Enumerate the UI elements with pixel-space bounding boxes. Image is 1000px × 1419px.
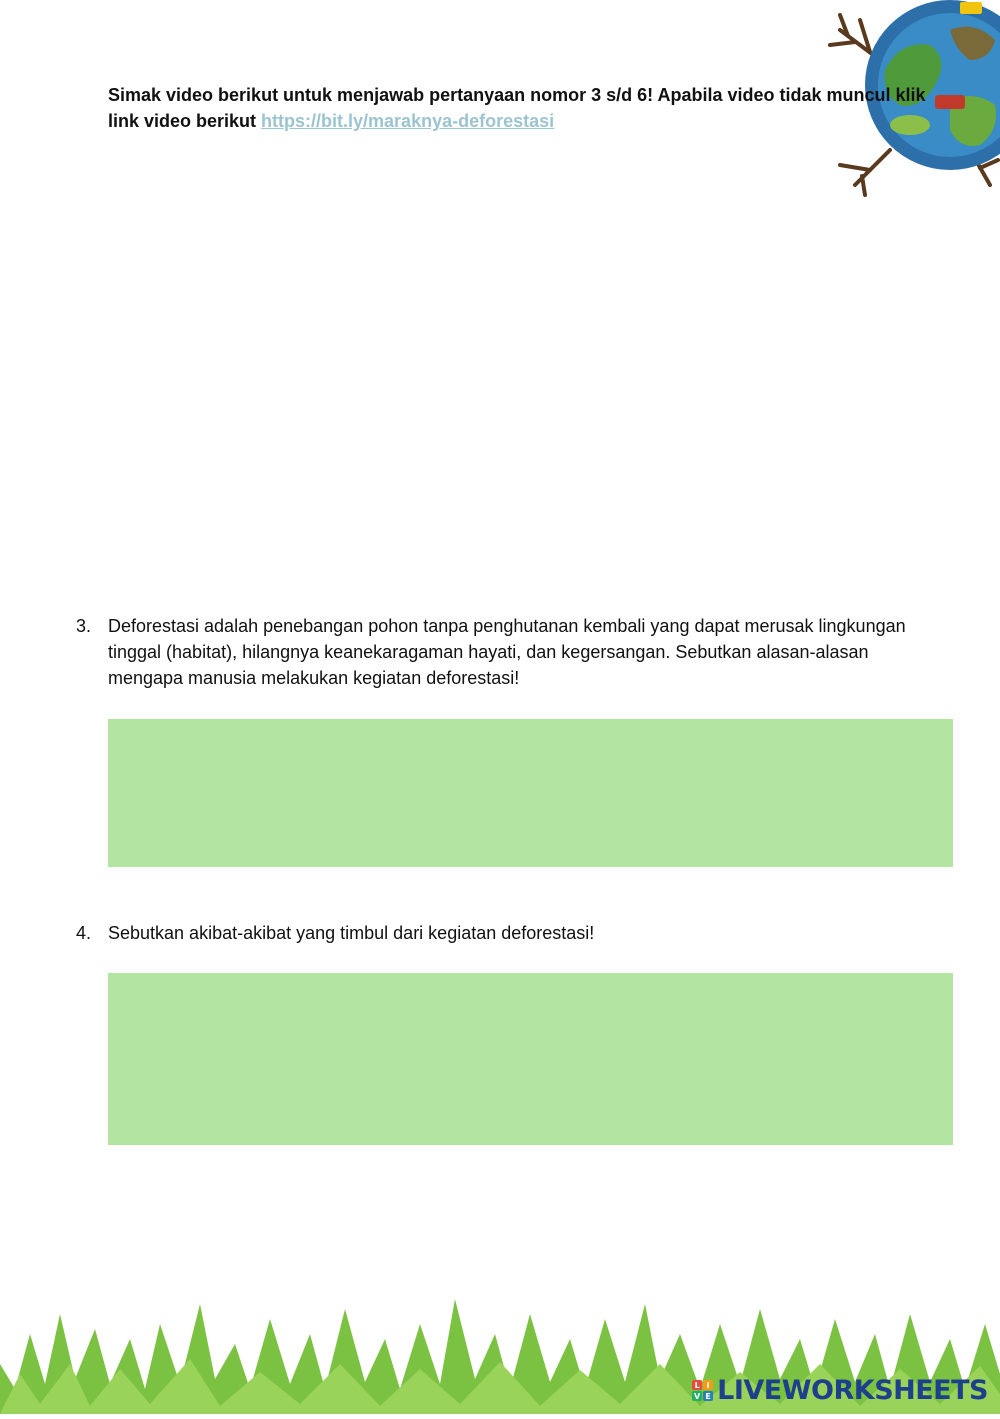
logo-mark-letter: V [694,1391,701,1401]
question-number: 3. [76,616,92,636]
video-link[interactable]: https://bit.ly/maraknya-deforestasi [261,111,555,131]
logo-mark-letter: E [703,1391,713,1401]
logo-mark-letter: L [692,1380,702,1390]
answer-box-3[interactable] [108,719,953,867]
liveworksheets-logo [692,1375,988,1406]
instructions-lead: Simak video berikut untuk menjawab pertanyaan nomor 3 s/d 6! Apabila video tidak muncul klik link video berikut [108,85,926,131]
liveworksheets-mark-icon [692,1380,713,1401]
question-number: 4. [76,923,92,943]
question-text: Deforestasi adalah penebangan pohon tanpa penghutanan kembali yang dapat merusak lingkungan tinggal (habitat), hilangnya keanekaragaman hayati, dan kegersangan. Sebutkan alasan-alasan mengapa manusia melakukan kegiatan deforestasi! [108,616,906,688]
instructions-text [108,82,948,134]
video-embed-area[interactable] [108,160,953,580]
logo-mark-letter: I [703,1380,713,1390]
question-4 [76,920,916,946]
question-text: Sebutkan akibat-akibat yang timbul dari kegiatan deforestasi! [108,923,595,943]
question-3 [76,613,916,691]
answer-box-4[interactable] [108,973,953,1145]
logo-text: LIVEWORKSHEETS [717,1375,988,1406]
